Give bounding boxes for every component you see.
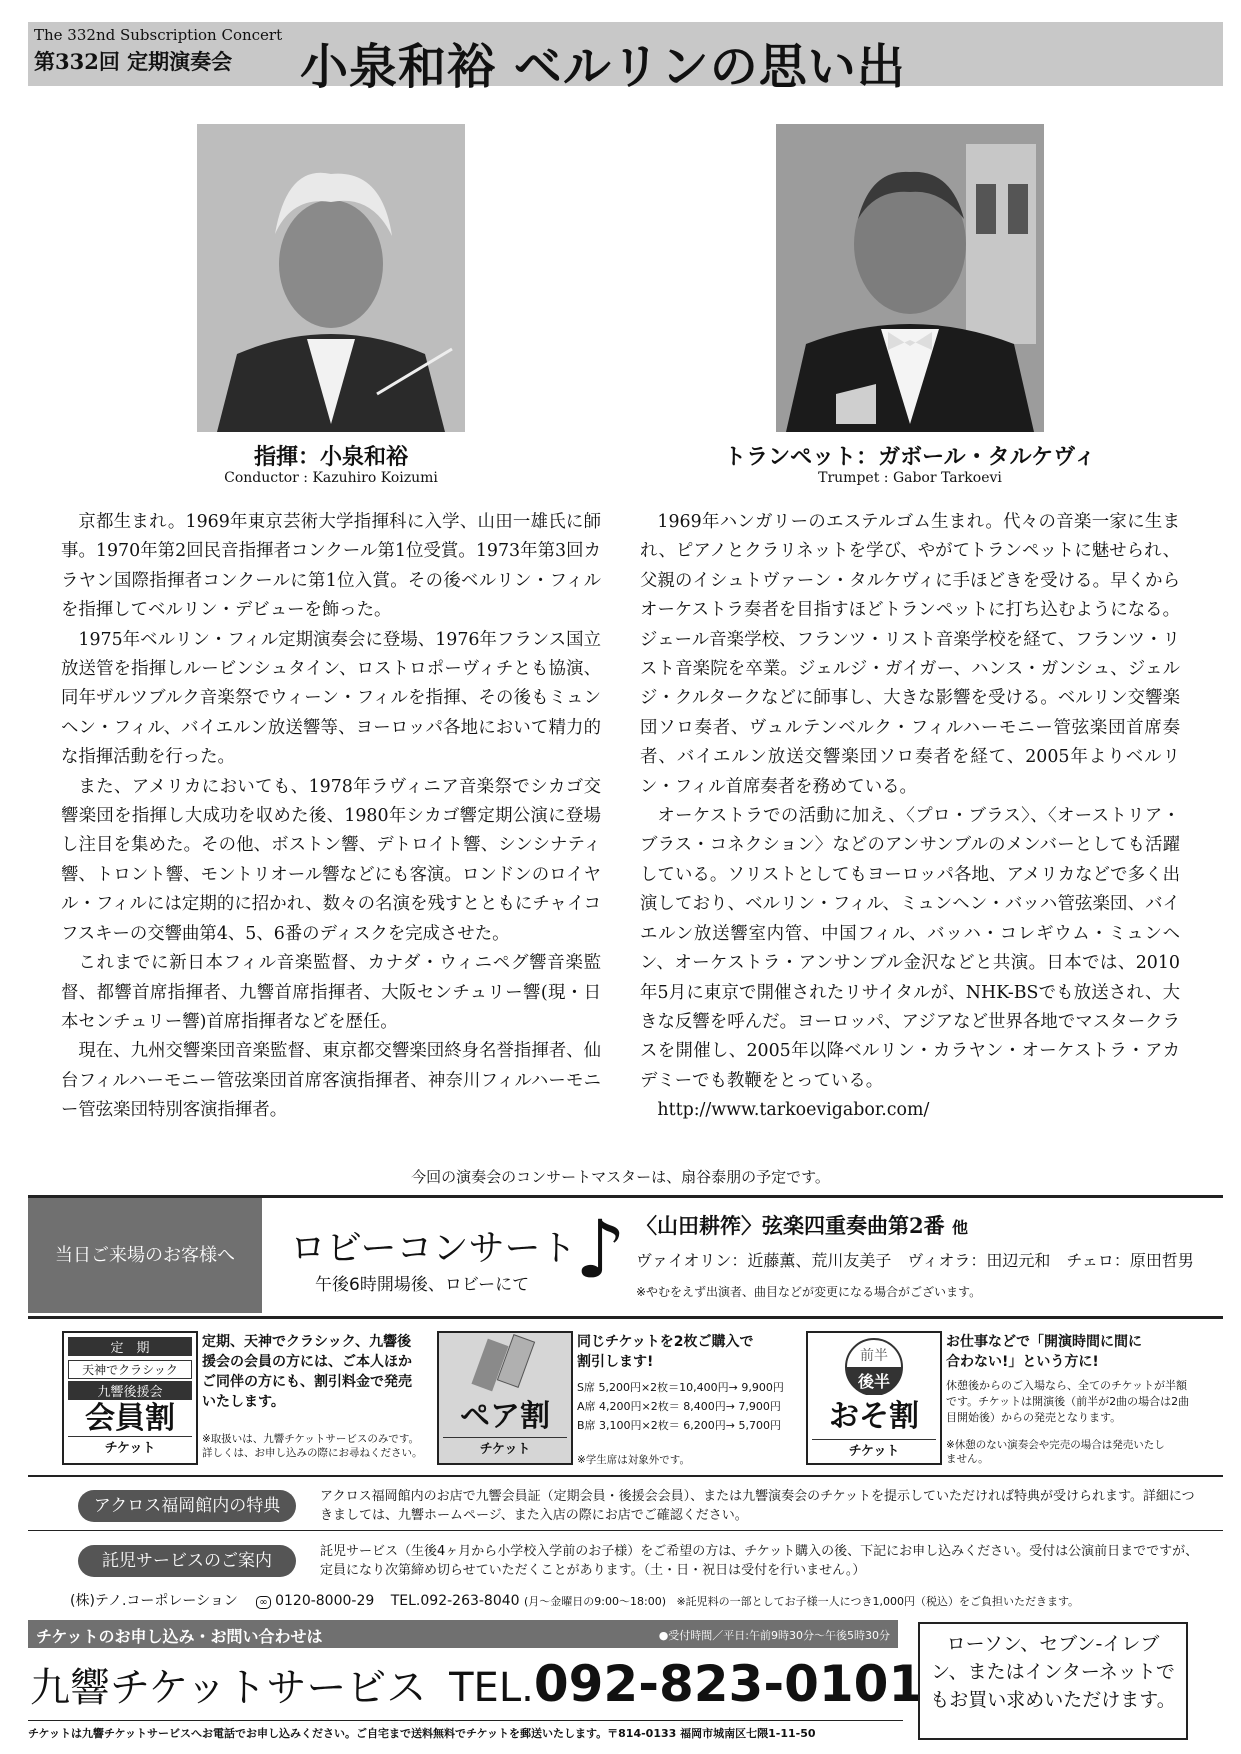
ticket-icon (439, 1333, 571, 1393)
late-discount-note: ※休憩のない演奏会や完売の場合は発売いたしません。 (946, 1439, 1165, 1465)
childcare-hours: (月～金曜日の9:00～18:00) (524, 1595, 666, 1608)
childcare-fee-note: ※託児料の一部としてお子様一人につき1,000円（税込）をご負担いただきます。 (676, 1595, 1080, 1608)
childcare-company: (株)テノ.コーポレーション (70, 1593, 238, 1609)
trumpeter-caption: トランペット：ガボール・タルケヴィ (724, 444, 1096, 470)
badge-sub: チケット (443, 1437, 567, 1457)
childcare-tel[interactable]: TEL.092-263-8040 (390, 1593, 520, 1609)
badge-line: 前半 (860, 1348, 888, 1364)
ticket-tel[interactable]: 092-823-0101 (533, 1655, 924, 1713)
badge-line: 天神でクラシック (68, 1360, 192, 1379)
bio-paragraph: また、アメリカにおいても、1978年ラヴィニア音楽祭でシカゴ交響楽団を指揮し大成功を収めた後、1980年シカゴ響定期公演に登場し注目を集めた。その他、ボストン響、デトロイト響、シンシナティ響、トロント響、モントリオール響などにも客演。ロンドンのロイヤル・フィルには定期的に招かれ、数々の名演を残すとともにチャイコフスキーの交響曲第4、5、6番のディスクを完成させた。 (61, 776, 601, 944)
conductor-bio (61, 508, 601, 1126)
trumpeter-caption-en: Trumpet : Gabor Tarkoevi (818, 470, 1002, 486)
ticket-service-line (30, 1655, 923, 1713)
acros-label: アクロス福岡館内の特典 (78, 1490, 296, 1522)
childcare-freedial[interactable]: 0120-8000-29 (275, 1593, 375, 1609)
ticket-service-name: 九響チケットサービス (30, 1665, 427, 1711)
bio-paragraph: 現在、九州交響楽団音楽監督、東京都交響楽団終身名誉指揮者、仙台フィルハーモニー管弦楽団首席客演指揮者、神奈川フィルハーモニー管弦楽団特別客演指揮者。 (61, 1041, 601, 1121)
lobby-time: 午後6時開場後、ロビーにて (315, 1275, 530, 1295)
badge-main: おそ割 (829, 1399, 919, 1434)
ticket-tel-prefix: TEL. (449, 1665, 534, 1711)
bio-paragraph: これまでに新日本フィル音楽監督、カナダ・ウィニペグ響音楽監督、都響首席指揮者、九響首席指揮者、大阪センチュリー響(現・日本センチュリー響)首席指揮者などを歴任。 (61, 953, 601, 1032)
website-link[interactable]: http://www.tarkoevigabor.com/ (657, 1100, 930, 1121)
pair-discount-note: ※学生席は対象外です。 (577, 1454, 690, 1466)
badge-main: ペア割 (460, 1399, 550, 1434)
badge-line: 後半 (857, 1372, 890, 1391)
lobby-note: ※やむをえず出演者、曲目などが変更になる場合がございます。 (636, 1285, 982, 1299)
page-title: 小泉和裕 ベルリンの思い出 (300, 39, 906, 95)
late-discount-detail: 休憩後からのご入場なら、全てのチケットが半額です。チケットは開演後（前半が2曲の場合は2曲目開始後）からの発売となります。 (946, 1379, 1190, 1424)
subtitle-en: The 332nd Subscription Concert (34, 26, 283, 44)
ticket-footer: チケットは九響チケットサービスへお電話でお申し込みください。ご自宅まで送料無料でチケットを郵送いたします。〒814-0133 福岡市城南区七隈1-11-50 (28, 1720, 903, 1741)
pair-discount-text: 同じチケットを2枚ご購入で割引します! (577, 1334, 754, 1370)
badge-sub: チケット (812, 1439, 936, 1459)
price-row: S席 5,200円×2枚＝10,400円→ 9,900円 (577, 1381, 784, 1394)
badge-line: 定 期 (68, 1337, 192, 1356)
bio-paragraph: オーケストラでの活動に加え、〈プロ・ブラス〉、〈オーストリア・ブラス・コネクション〉などのアンサンブルのメンバーとしても活躍している。ソリストとしてもヨーロッパ各地、アメリカなどで多く出演しており、ベルリン・フィル、ミュンヘン・バッハ管弦楽団、バイエルン放送響室内管、中国フィル、バッハ・コレギウム・ミュンヘン、オーケストラ・アンサンブル金沢などと共演。日本では、2010年5月に東京で開催されたリサイタルが、NHK-BSでも放送され、大きな反響を呼んだ。ヨーロッパ、アジアなど世界各地でマスタークラスを開催し、2005年以降ベルリン・カラヤン・オーケストラ・アカデミーでも教鞭をとっている。 (640, 806, 1180, 1091)
concertmaster-note: 今回の演奏会のコンサートマスターは、扇谷泰朋の予定です。 (411, 1168, 830, 1186)
trumpeter-bio (640, 508, 1180, 1126)
badge-sub: チケット (68, 1436, 192, 1456)
pair-discount-badge (437, 1331, 573, 1465)
bio-paragraph: 1969年ハンガリーのエステルゴム生まれ。代々の音楽一家に生まれ、ピアノとクラリネットを学び、やがてトランペットに魅せられ、父親のイシュトヴァーン・タルケヴィに手ほどきを受ける。早くからオーケストラ奏者を目指すほどトランペットに打ち込むようになる。ジェール音楽学校、フランツ・リスト音楽学校を経て、フランツ・リスト音楽院を卒業。ジェルジ・ガイガー、ハンス・ガンシュ、ジェルジ・クルタークなどに師事し、大きな影響を受ける。ベルリン交響楽団ソロ奏者、ヴュルテンベルク・フィルハーモニー管弦楽団首席奏者、バイエルン放送交響楽団ソロ奏者を経て、2005年よりベルリン・フィル首席奏者を務めている。 (640, 512, 1180, 797)
divider (28, 1530, 1223, 1531)
free-dial-icon: ∞ (256, 1596, 270, 1609)
bio-paragraph: 1975年ベルリン・フィル定期演奏会に登場、1976年フランス国立放送管を指揮しルービンシュタイン、ロストロポーヴィチとも協演、同年ザルツブルク音楽祭でウィーン・フィルを指揮、その後もミュンヘン・フィル、バイエルン放送響等、ヨーロッパ各地において精力的な指揮活動を行った。 (61, 629, 601, 768)
trumpeter-photo (776, 124, 1044, 432)
ticket-heading: チケットのお申し込み・お問い合わせは (36, 1627, 323, 1646)
ticket-hours: ●受付時間／平日:午前9時30分～午後5時30分 (658, 1629, 890, 1642)
member-discount-text: 定期、天神でクラシック、九響後援会の会員の方には、ご本人ほかご同伴の方にも、割引料金で発売いたします。 (202, 1334, 412, 1410)
lobby-title: ロビーコンサート (290, 1228, 577, 1269)
lobby-performers: ヴァイオリン：近藤薫、荒川友美子 ヴィオラ：田辺元和 チェロ：原田哲男 (636, 1251, 1194, 1270)
pair-discount-prices (577, 1378, 784, 1435)
childcare-text: 託児サービス（生後4ヶ月から小学校入学前のお子様）をご希望の方は、チケット購入の後、下記にお申し込みください。受付は公演前日までですが、定員になり次第締め切らせていただくことがあります。（土・日・祝日は受付を行いません。） (320, 1544, 1199, 1578)
ticket-heading-bar (28, 1620, 898, 1648)
music-note-icon: ♪ (575, 1203, 627, 1296)
acros-text: アクロス福岡館内のお店で九響会員証（定期会員・後援会会員）、または九響演奏会のチケットを提示していただければ特典が受けられます。詳細につきましては、九響ホームページ、また入店の際にお店でご確認ください。 (320, 1489, 1195, 1523)
member-discount-badge (62, 1331, 198, 1465)
conductor-photo (197, 124, 465, 432)
childcare-contact (70, 1590, 1230, 1610)
concert-number: 第332回 定期演奏会 (34, 49, 233, 74)
lobby-piece-suffix: 他 (951, 1218, 968, 1237)
bio-paragraph: 京都生まれ。1969年東京芸術大学指揮科に入学、山田一雄氏に師事。1970年第2回民音指揮者コンクール第1位受賞。1973年第3回カラヤン国際指揮者コンクールに第1位入賞。その後ベルリン・フィルを指揮してベルリン・デビューを飾った。 (61, 512, 601, 621)
price-row: B席 3,100円×2枚＝ 6,200円→ 5,700円 (577, 1419, 781, 1432)
badge-line: 九響後援会 (68, 1381, 192, 1400)
member-discount-note: ※取扱いは、九響チケットサービスのみです。詳しくは、お申し込みの際にお尋ねください。 (202, 1433, 423, 1459)
conductor-caption-en: Conductor : Kazuhiro Koizumi (224, 470, 438, 486)
badge-main: 会員割 (85, 1401, 175, 1436)
lobby-piece-title: 〈山田耕筰〉弦楽四重奏曲第2番 (636, 1213, 945, 1238)
convenience-store-box: ローソン、セブン-イレブン、またはインターネットでもお買い求めいただけます。 (918, 1622, 1188, 1740)
lobby-piece (636, 1210, 968, 1240)
late-discount-badge (806, 1331, 942, 1465)
late-discount-text: お仕事などで「開演時間に間に合わない!」という方に! (946, 1334, 1142, 1370)
lobby-left-label: 当日ご来場のお客様へ (28, 1198, 262, 1313)
childcare-label: 託児サービスのご案内 (78, 1545, 296, 1577)
conductor-caption: 指揮：小泉和裕 (253, 444, 408, 470)
price-row: A席 4,200円×2枚＝ 8,400円→ 7,900円 (577, 1400, 781, 1413)
